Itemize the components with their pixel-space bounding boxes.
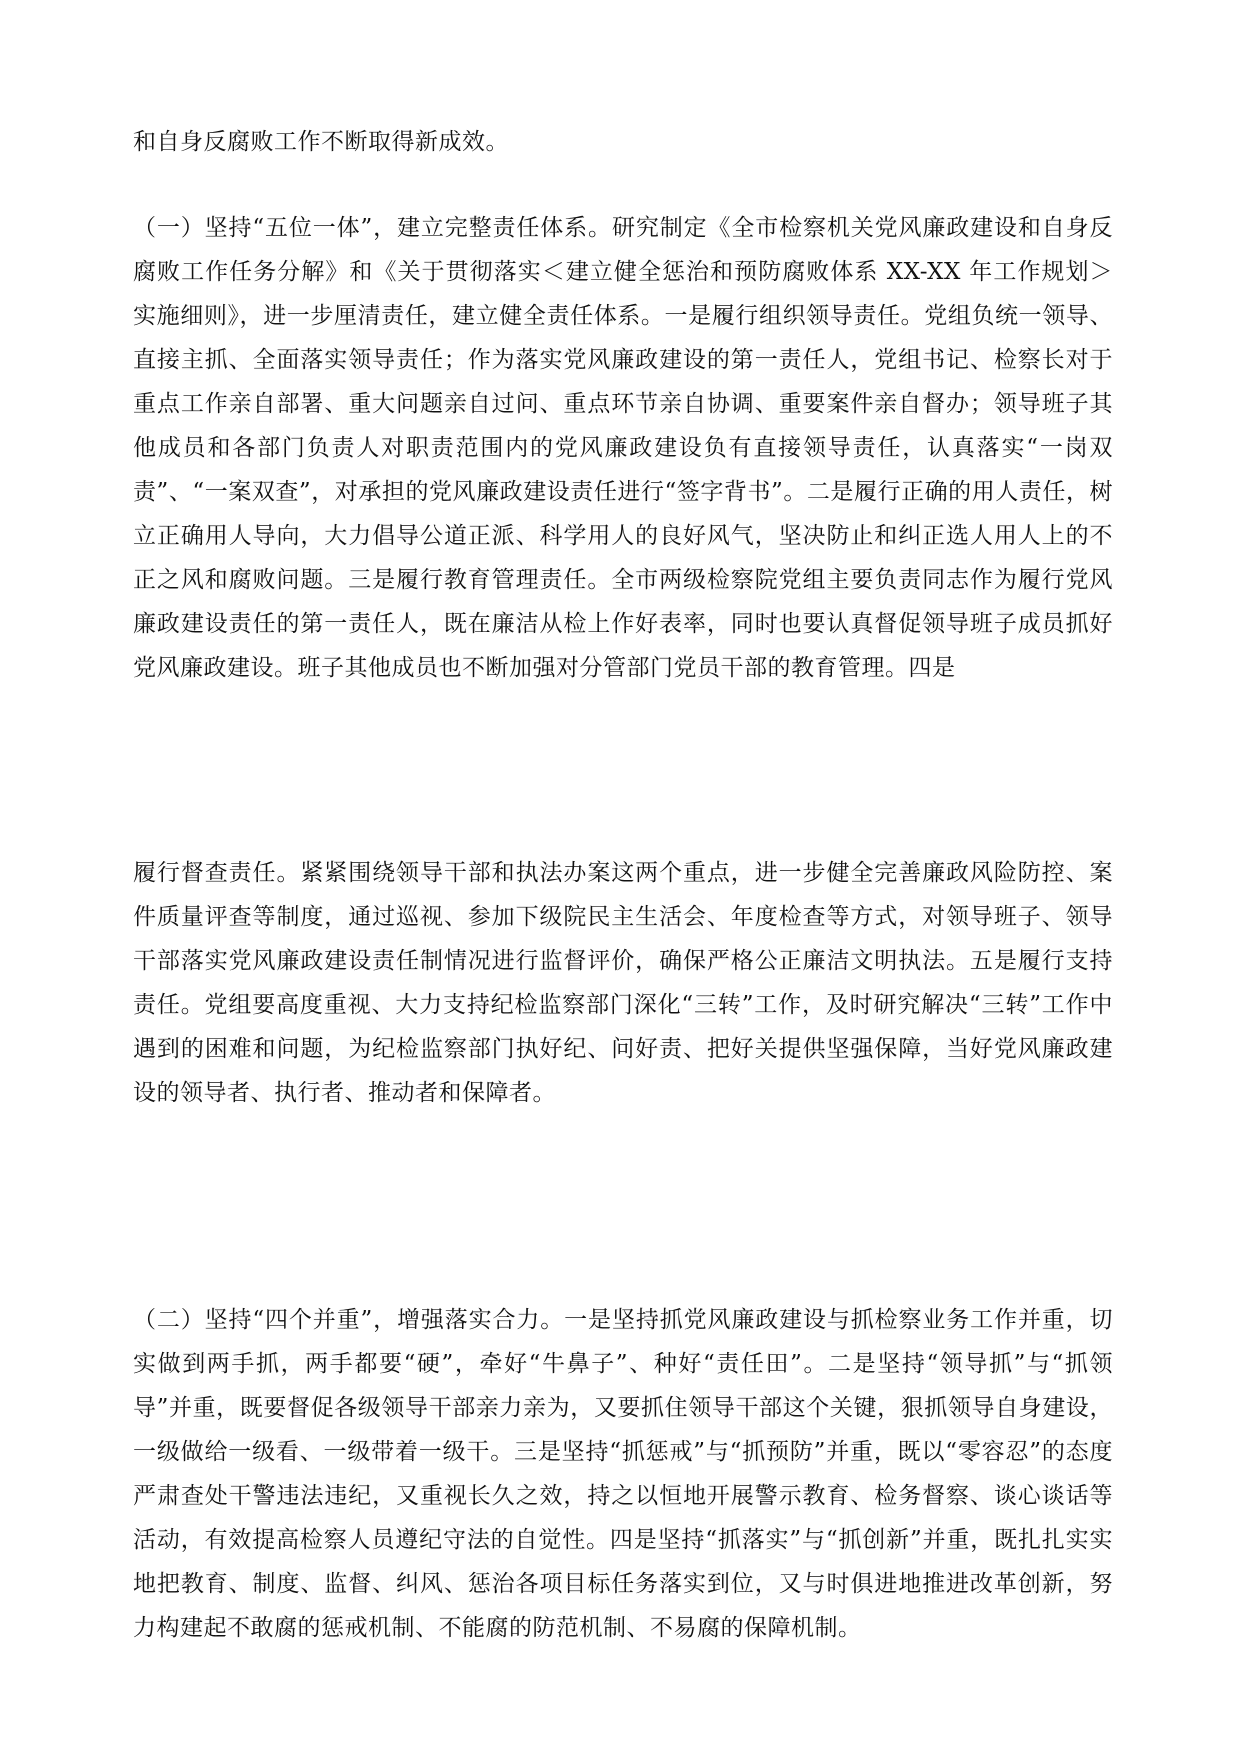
paragraph-section-one: （一）坚持“五位一体”，建立完整责任体系。研究制定《全市检察机关党风廉政建设和自身反腐败工作任务分解》和《关于贯彻落实＜建立健全惩治和预防腐败体系 XX-XX 年工作规划＞实施细则》，进一步厘清责任，建立健全责任体系。一是履行组织领导责任。党组负统一领导、直接主抓、全面落实领导责任；作为落实党风廉政建设的第一责任人，党组书记、检察长对于重点工作亲自部署、重大问题亲自过问、重点环节亲自协调、重要案件亲自督办；领导班子其他成员和各部门负责人对职责范围内的党风廉政建设负有直接领导责任，认真落实“一岗双责”、“一案双查”，对承担的党风廉政建设责任进行“签字背书”。二是履行正确的用人责任，树立正确用人导向，大力倡导公道正派、科学用人的良好风气，坚决防止和纠正选人用人上的不正之风和腐败问题。三是履行教育管理责任。全市两级检察院党组主要负责同志作为履行党风廉政建设责任的第一责任人，既在廉洁从检上作好表率，同时也要认真督促领导班子成员抓好党风廉政建设。班子其他成员也不断加强对分管部门党员干部的教育管理。四是 bbox=[133, 215, 1113, 681]
paragraph-intro-continuation: 和自身反腐败工作不断取得新成效。 bbox=[133, 129, 509, 155]
paragraph-section-one-continuation: 履行督查责任。紧紧围绕领导干部和执法办案这两个重点，进一步健全完善廉政风险防控、案件质量评查等制度，通过巡视、参加下级院民主生活会、年度检查等方式，对领导班子、领导干部落实党风廉政建设责任制情况进行监督评价，确保严格公正廉洁文明执法。五是履行支持责任。党组要高度重视、大力支持纪检监察部门深化“三转”工作，及时研究解决“三转”工作中遇到的困难和问题，为纪检监察部门执好纪、问好责、把好关提供坚强保障，当好党风廉政建设的领导者、执行者、推动者和保障者。 bbox=[133, 860, 1113, 1106]
paragraph-section-two: （二）坚持“四个并重”，增强落实合力。一是坚持抓党风廉政建设与抓检察业务工作并重，切实做到两手抓，两手都要“硬”，牵好“牛鼻子”、种好“责任田”。二是坚持“领导抓”与“抓领导”并重，既要督促各级领导干部亲力亲为，又要抓住领导干部这个关键，狠抓领导自身建设，一级做给一级看、一级带着一级干。三是坚持“抓惩戒”与“抓预防”并重，既以“零容忍”的态度严肃查处干警违法违纪，又重视长久之效，持之以恒地开展警示教育、检务督察、谈心谈话等活动，有效提高检察人员遵纪守法的自觉性。四是坚持“抓落实”与“抓创新”并重，既扎扎实实地把教育、制度、监督、纠风、惩治各项目标任务落实到位，又与时俱进地推进改革创新，努力构建起不敢腐的惩戒机制、不能腐的防范机制、不易腐的保障机制。 bbox=[133, 1307, 1113, 1641]
